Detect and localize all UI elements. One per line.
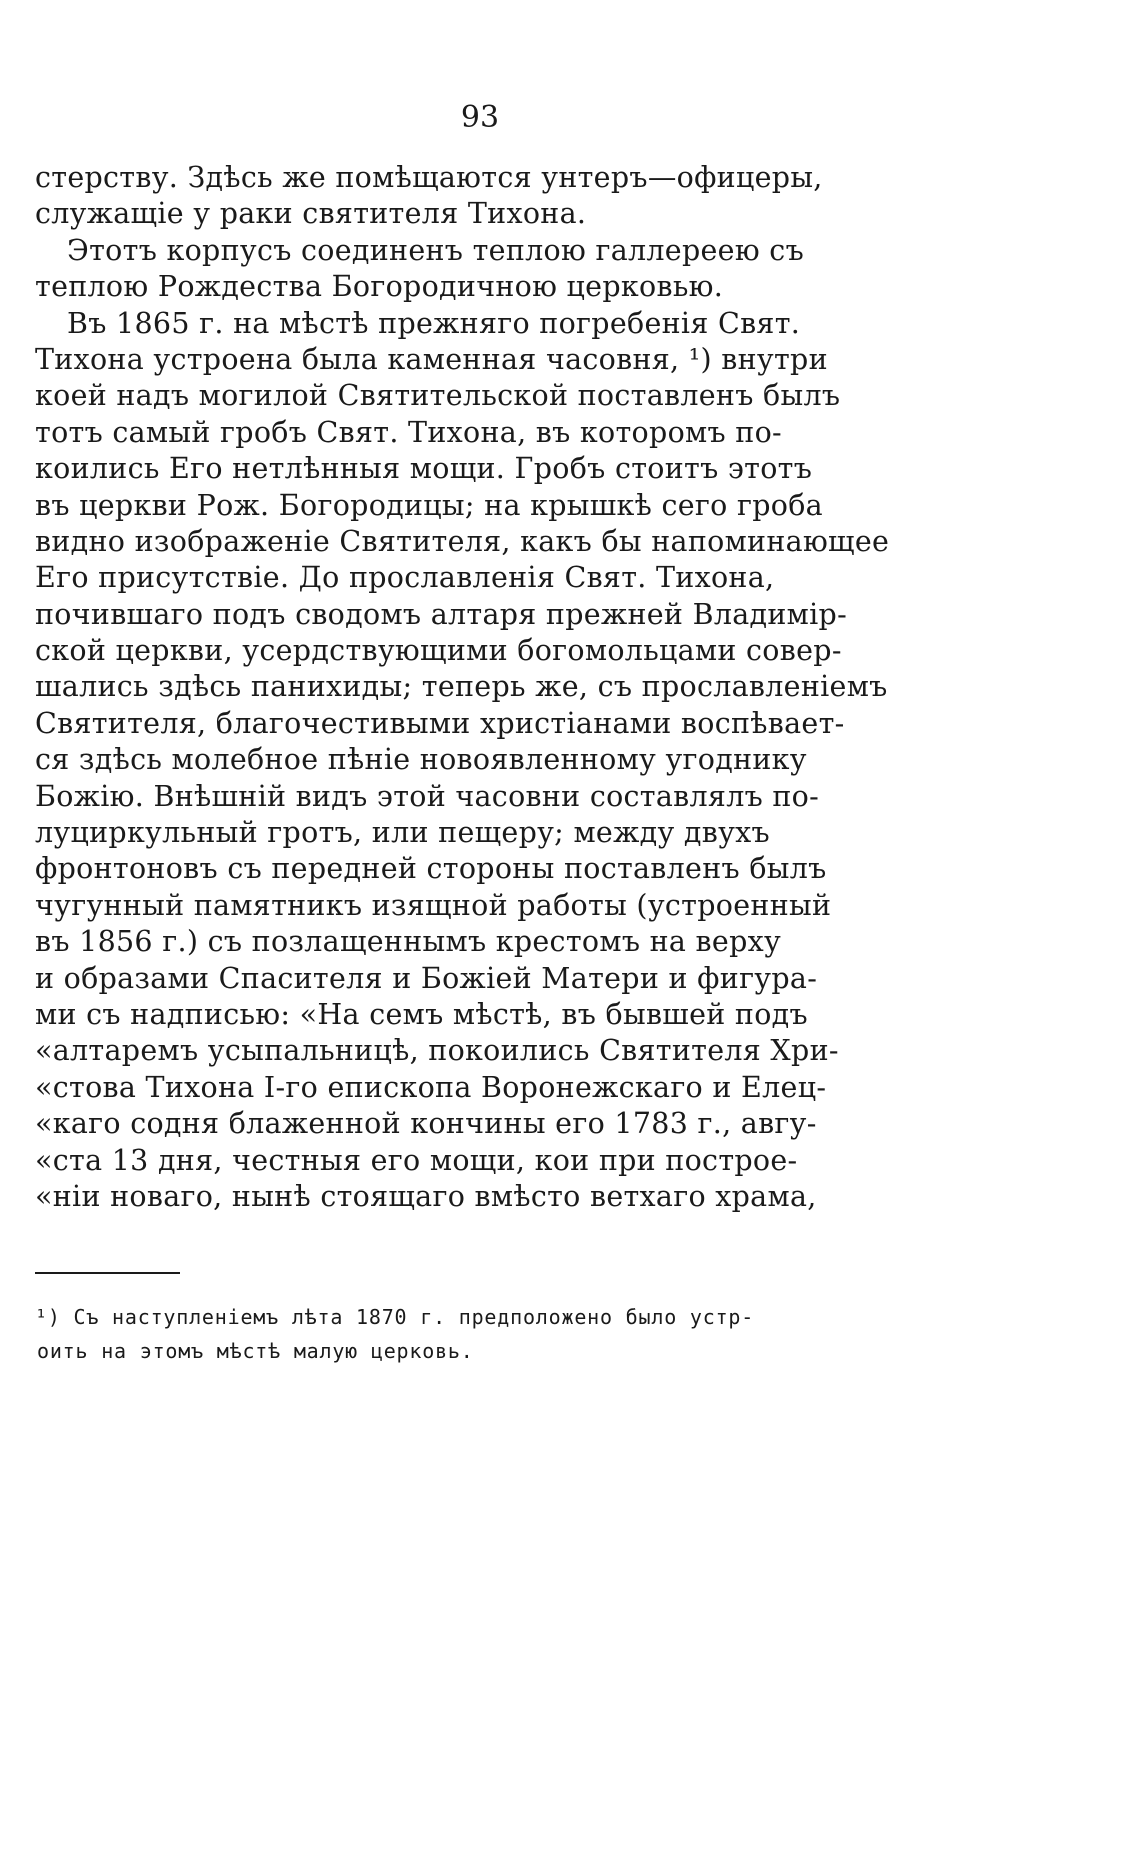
page-number: 93 — [460, 100, 500, 135]
text-line: Этотъ корпусъ соединенъ теплою галлереею съ — [67, 233, 805, 267]
text-line: «алтаремъ усыпальницѣ, покоились Святителя Хри- — [35, 1034, 839, 1068]
text-line: служащіе у раки святителя Тихона. — [35, 197, 587, 231]
text-line: «каго содня блаженной кончины его 1783 г., авгу- — [35, 1107, 817, 1141]
text-line: стерству. Здѣсь же помѣщаются унтеръ—офицеры, — [35, 161, 823, 194]
text-line: въ церкви Рож. Богородицы; на крышкѣ сего гроба — [35, 488, 823, 522]
text-line: «ста 13 дня, честныя его мощи, кои при построе- — [35, 1143, 798, 1177]
text-line: Въ 1865 г. на мѣстѣ прежняго погребенія Свят. — [67, 306, 801, 340]
text-line: почившаго подъ сводомъ алтаря прежней Владимір- — [35, 597, 848, 631]
text-line: Тихона устроена была каменная часовня, ¹) внутри — [35, 342, 828, 376]
text-line: коей надъ могилой Святительской поставленъ былъ — [35, 379, 841, 413]
text-line: теплою Рождества Богородичною церковью. — [35, 270, 724, 304]
footnote-line: оить на этомъ мѣстѣ малую церковь. — [37, 1339, 474, 1363]
footnote-divider — [35, 1272, 180, 1274]
text-line: и образами Спасителя и Божіей Матери и фигура- — [35, 961, 818, 995]
text-line: Божію. Внѣшній видъ этой часовни составлялъ по- — [35, 779, 820, 813]
text-line: «ніи новаго, нынѣ стоящаго вмѣсто ветхаго храма, — [35, 1179, 817, 1213]
text-line: ся здѣсь молебное пѣніе новоявленному угоднику — [35, 743, 807, 777]
text-line: Святителя, благочестивыми христіанами воспѣвает- — [35, 706, 845, 740]
text-line: ми съ надписью: «На семъ мѣстѣ, въ бывшей подъ — [35, 997, 808, 1031]
text-line: фронтоновъ съ передней стороны поставленъ былъ — [35, 852, 827, 886]
text-line: видно изображеніе Святителя, какъ бы напоминающее — [35, 524, 890, 558]
footnote-line: ¹) Съ наступленіемъ лѣта 1870 г. предположено было устр- — [35, 1305, 755, 1329]
text-line: въ 1856 г.) съ позлащеннымъ крестомъ на верху — [35, 925, 782, 959]
text-line: луциркульный гротъ, или пещеру; между двухъ — [35, 816, 770, 850]
text-line: тотъ самый гробъ Свят. Тихона, въ которомъ по- — [35, 415, 782, 449]
text-line: «стова Тихона І-го епископа Воронежскаго и Елец- — [35, 1070, 827, 1104]
text-line: ской церкви, усердствующими богомольцами совер- — [35, 634, 842, 668]
text-line: шались здѣсь панихиды; теперь же, съ прославленіемъ — [35, 670, 888, 704]
body-text — [35, 160, 890, 1215]
text-line: коились Его нетлѣнныя мощи. Гробъ стоитъ этотъ — [35, 452, 813, 486]
text-line: чугунный памятникъ изящной работы (устроенный — [35, 888, 832, 922]
text-line: Его присутствіе. До прославленія Свят. Тихона, — [35, 561, 775, 595]
footnotes — [35, 1300, 775, 1368]
